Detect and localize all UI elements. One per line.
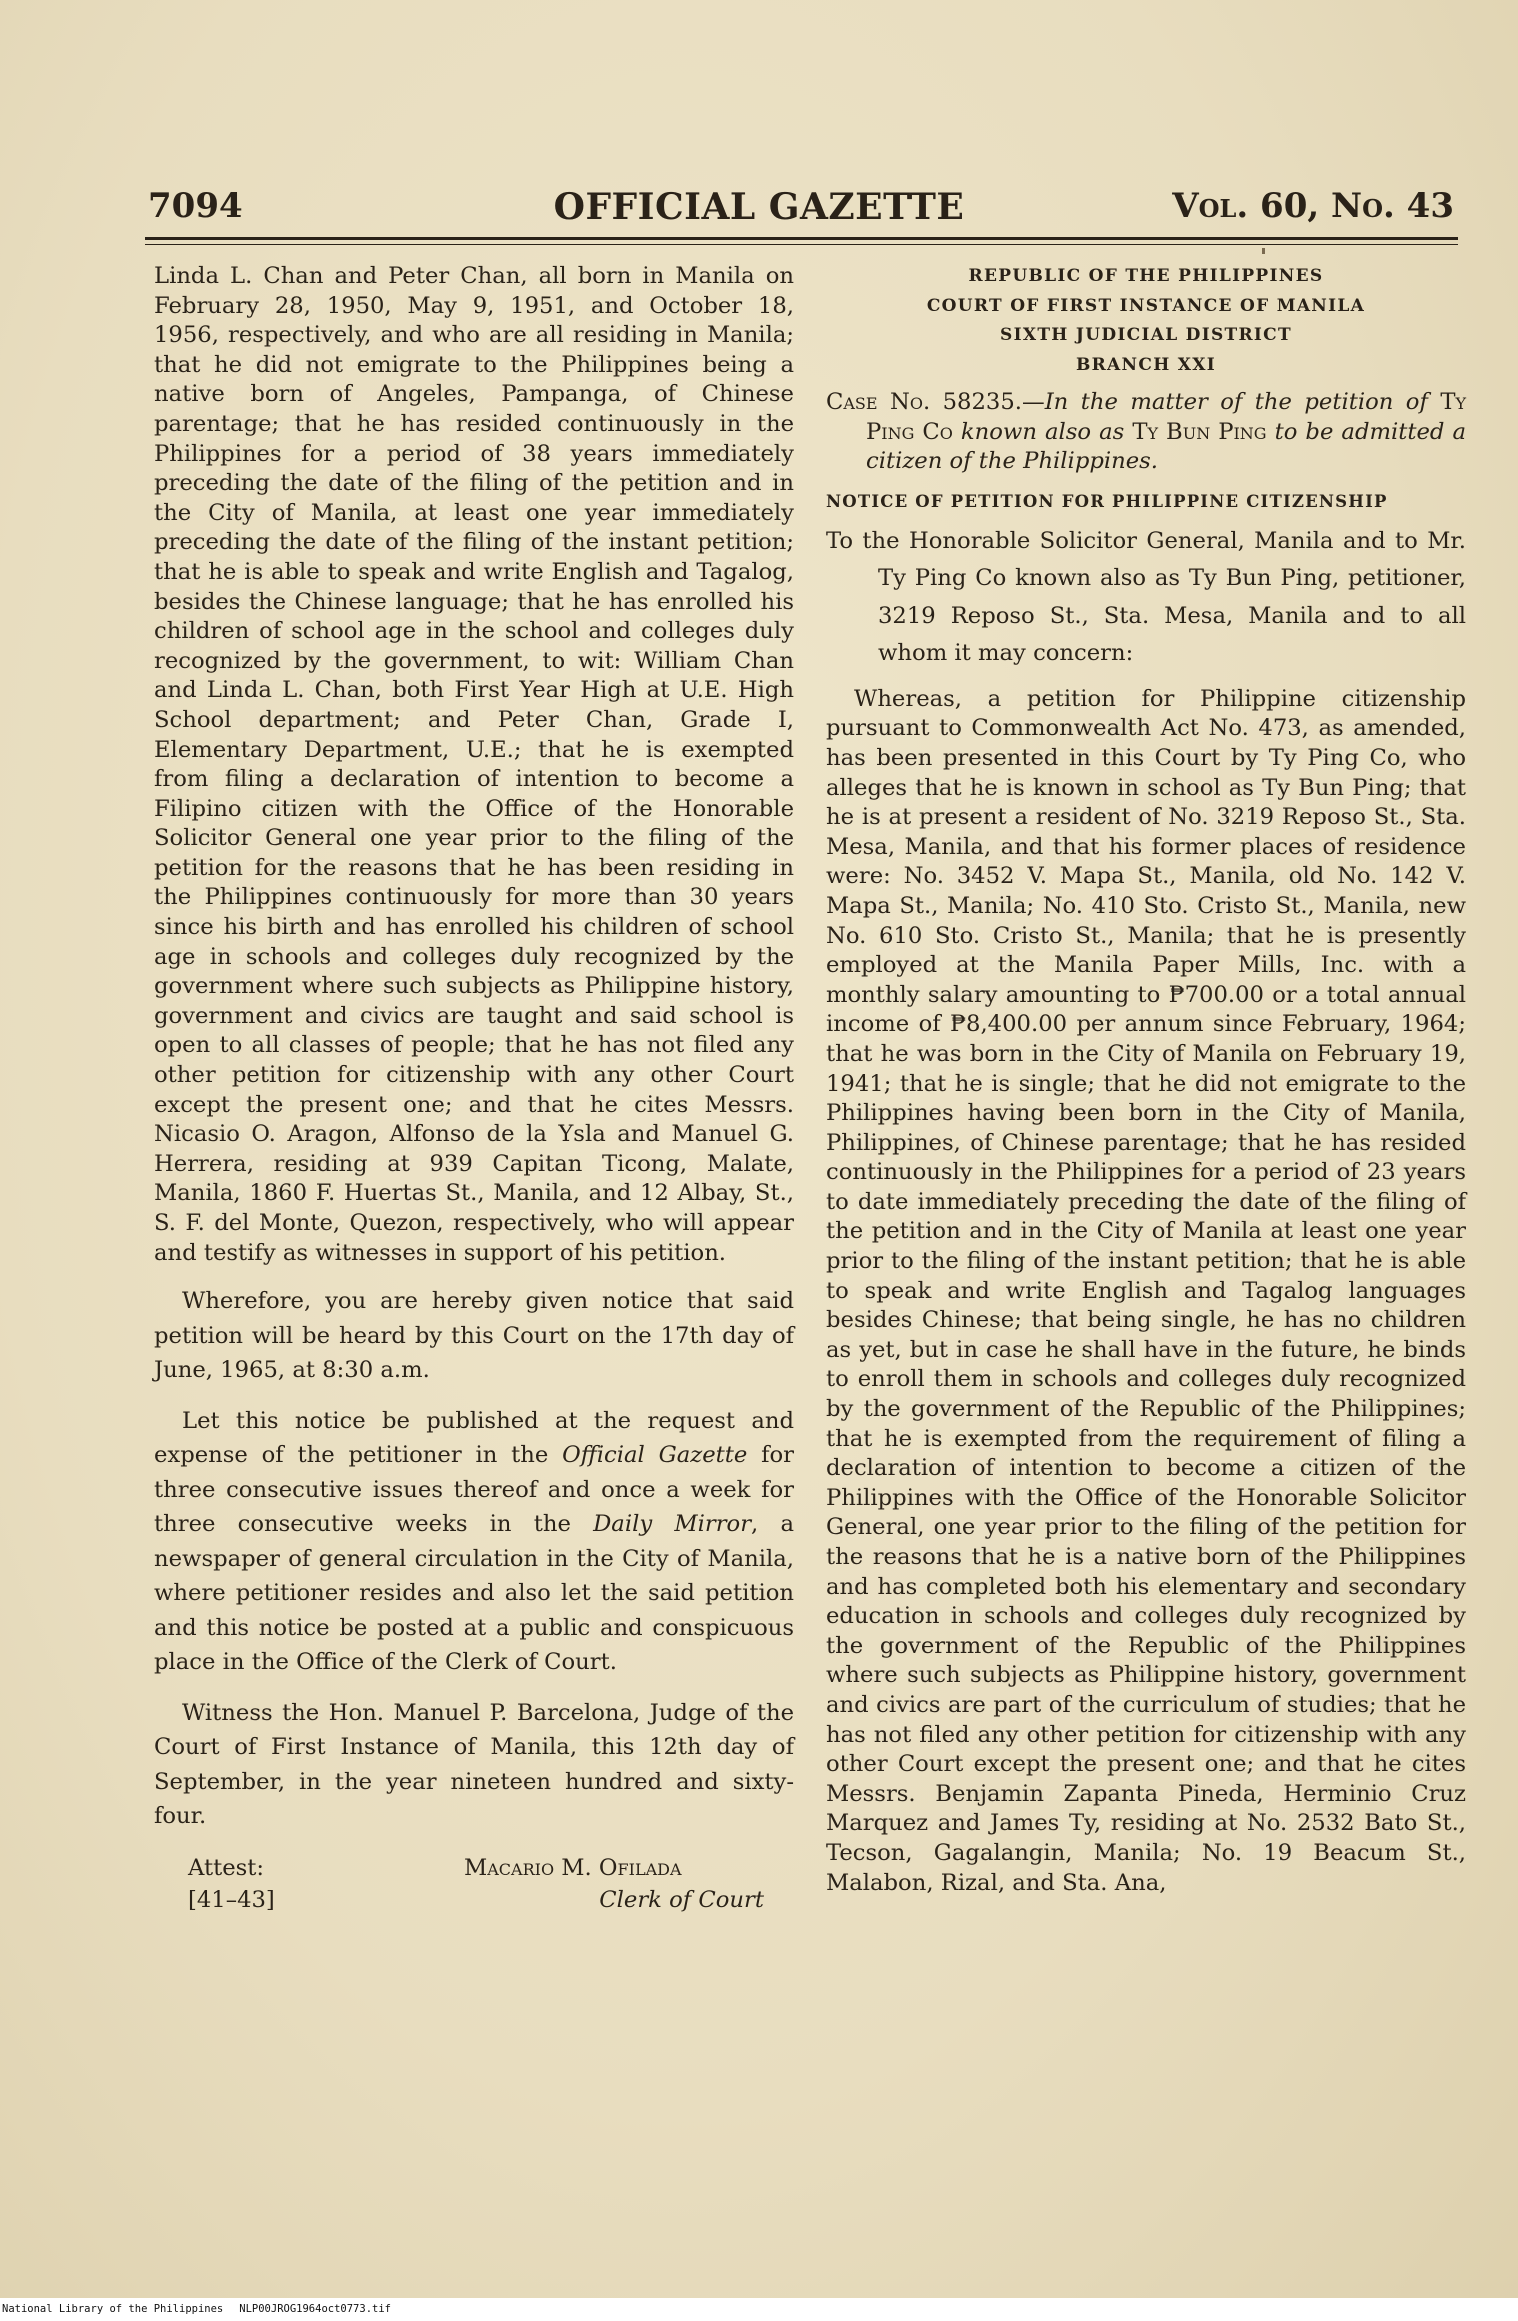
case-dash: — bbox=[1022, 389, 1045, 415]
attest-right bbox=[464, 1852, 784, 1916]
signatory-title: Clerk of Court bbox=[599, 1886, 764, 1913]
newspaper-name: Daily Mirror bbox=[593, 1511, 752, 1538]
left-column bbox=[154, 262, 794, 1918]
publication-text-b: for three consecutive issues thereof and once a week for three consecutive weeks in the bbox=[154, 1442, 794, 1538]
notice-address: To the Honorable Solicitor General, Manila and to Mr. Ty Ping Co known also as Ty Bun Ping, petitioner, 3219 Reposo St., Sta. Mesa, Manila and to all whom it may concern: bbox=[826, 527, 1466, 667]
attest-label: Attest: bbox=[188, 1854, 265, 1881]
publication-text-a: Let this notice be published at the request and expense of the petitioner in the bbox=[154, 1407, 794, 1469]
attestation-block bbox=[154, 1852, 794, 1918]
publication-paragraph bbox=[154, 1404, 794, 1680]
scan-footer bbox=[0, 2298, 1518, 2321]
gazette-name: Official Gazette bbox=[562, 1442, 748, 1469]
court-line: BRANCH XXI bbox=[1075, 354, 1217, 375]
petition-body: Whereas, a petition for Philippine citizenship pursuant to Commonwealth Act No. 473, as amended, has been presented in this Court by Ty Ping Co, who alleges that he is known in school as Ty Bun Ping; that he is at present a resident of No. 3219 Reposo St., Sta. Mesa, Manila, and that his former places of residence were: No. 3452 V. Mapa St., Manila, old No. 142 V. Mapa St., Manila; No. 410 Sto. Cristo St., Manila, new No. 610 Sto. Cristo St., Manila; that he is presently employed at the Manila Paper Mills, Inc. with a monthly salary amounting to ₱700.00 or a total annual income of ₱8,400.00 per annum since February, 1964; that he was born in the City of Manila on February 19, 1941; that he is single; that he did not emigrate to the Philippines having been born in the City of Manila, Philippines, of Chinese parentage; that he has resided continuously in the Philippines for a period of 23 years to date immediately preceding the date of the filing of the petition and in the City of Manila at least one year prior to the filing of the instant petition; that he is able to speak and write English and Tagalog languages besides Chinese; that being single, he has no children as yet, but in case he shall have in the future, he binds to enroll them in schools and colleges duly recognized by the government of the Republic of the Philippines; that he is exempted from the requirement of filing a declaration of intention to become a citizen of the Philippines with the Office of the Honorable Solicitor General, one year prior to the filing of the petition for the reasons that he is a native born of the Philippines and has completed both his elementary and secondary education in schools and colleges duly recognized by the government of the Republic of the Philippines where such subjects as Philippine history, government and civics are part of the curriculum of studies; that he has not filed any other petition for citizenship with any other Court except the present one; and that he cites Messrs. Benjamin Zapanta Pineda, Herminio Cruz Marquez and James Ty, residing at No. 2532 Bato St., Tecson, Gagalangin, Manila; No. 19 Beacum St., Malabon, Rizal, and Sta. Ana, bbox=[826, 685, 1466, 1896]
volume-number: Vol. 60, No. 43 bbox=[1172, 186, 1454, 226]
attest-left bbox=[188, 1852, 275, 1916]
header-rule-thin bbox=[145, 244, 1458, 245]
library-credit: National Library of the Philippines bbox=[2, 2303, 224, 2315]
issue-reference: [41–43] bbox=[188, 1886, 275, 1913]
court-line: COURT OF FIRST INSTANCE OF MANILA bbox=[926, 295, 1366, 316]
page-number: 7094 bbox=[148, 186, 243, 226]
court-line: REPUBLIC OF THE PHILIPPINES bbox=[968, 266, 1324, 286]
continued-petition-paragraph: Linda L. Chan and Peter Chan, all born in Manila on February 28, 1950, May 9, 1951, and October 18, 1956, respectively, and who are all residing in Manila; that he did not emigrate to the Philippines being a native born of Angeles, Pampanga, of Chinese parentage; that he has resided continuously in the Philippines for a period of 38 years immediately preceding the date of the filing of the petition and in the City of Manila, at least one year immediately preceding the date of the filing of the instant petition; that he is able to speak and write English and Tagalog, besides the Chinese language; that he has enrolled his children of school age in the school and colleges duly recognized by the government, to wit: William Chan and Linda L. Chan, both First Year High at U.E. High School department; and Peter Chan, Grade I, Elementary Department, U.E.; that he is exempted from filing a declaration of intention to become a Filipino citizen with the Office of the Honorable Solicitor General one year prior to the filing of the petition for the reasons that he has been residing in the Philippines continuously for more than 30 years since his birth and has enrolled his children of school age in schools and colleges duly recognized by the government where such subjects as Philippine history, government and civics are taught and said school is open to all classes of people; that he has not filed any other petition for citizenship with any other Court except the present one; and that he cites Messrs. Nicasio O. Aragon, Alfonso de la Ysla and Manuel G. Herrera, residing at 939 Capitan Ticong, Malate, Manila, 1860 F. Huertas St., Manila, and 12 Albay, St., S. F. del Monte, Quezon, respectively, who will appear and testify as witnesses in support of his petition. bbox=[154, 263, 794, 1266]
case-text-c: to be admitted a citizen of the Philippines. bbox=[866, 418, 1466, 475]
page-title: OFFICIAL GAZETTE bbox=[553, 186, 965, 228]
petitioner-alias: Ty Bun Ping bbox=[1132, 418, 1267, 445]
witness-paragraph: Witness the Hon. Manuel P. Barcelona, Judge of the Court of First Instance of Manila, this 12th day of September, in the year nineteen hundred and sixty-four. bbox=[154, 1699, 794, 1830]
case-text-b: known also as bbox=[952, 418, 1133, 445]
header-rule bbox=[145, 237, 1458, 240]
right-column bbox=[826, 262, 1466, 1898]
petitioner-name: Ty Ping Co bbox=[866, 389, 1467, 445]
hearing-notice-paragraph: Wherefore, you are hereby given notice that said petition will be heard by this Court on the 17th day of June, 1965, at 8:30 a.m. bbox=[154, 1288, 794, 1384]
scan-filename: NLP00JROG1964oct0773.tif bbox=[239, 2303, 391, 2315]
notice-heading: NOTICE OF PETITION FOR PHILIPPINE CITIZENSHIP bbox=[826, 491, 1388, 511]
print-mark bbox=[1262, 248, 1265, 254]
publication-text-c: , a newspaper of general circulation in the City of Manila, where petitioner resides and also let the said petition and this notice be posted at a public and conspicuous place in the Office of the Clerk of Court. bbox=[154, 1511, 794, 1676]
signatory-name: Macario M. Ofilada bbox=[464, 1854, 682, 1881]
case-text-a: In the matter of the petition of bbox=[1044, 389, 1441, 415]
case-caption bbox=[826, 388, 1466, 477]
court-line: SIXTH JUDICIAL DISTRICT bbox=[1000, 325, 1292, 345]
case-number: Case No. 58235. bbox=[826, 389, 1023, 415]
court-heading bbox=[826, 262, 1466, 380]
